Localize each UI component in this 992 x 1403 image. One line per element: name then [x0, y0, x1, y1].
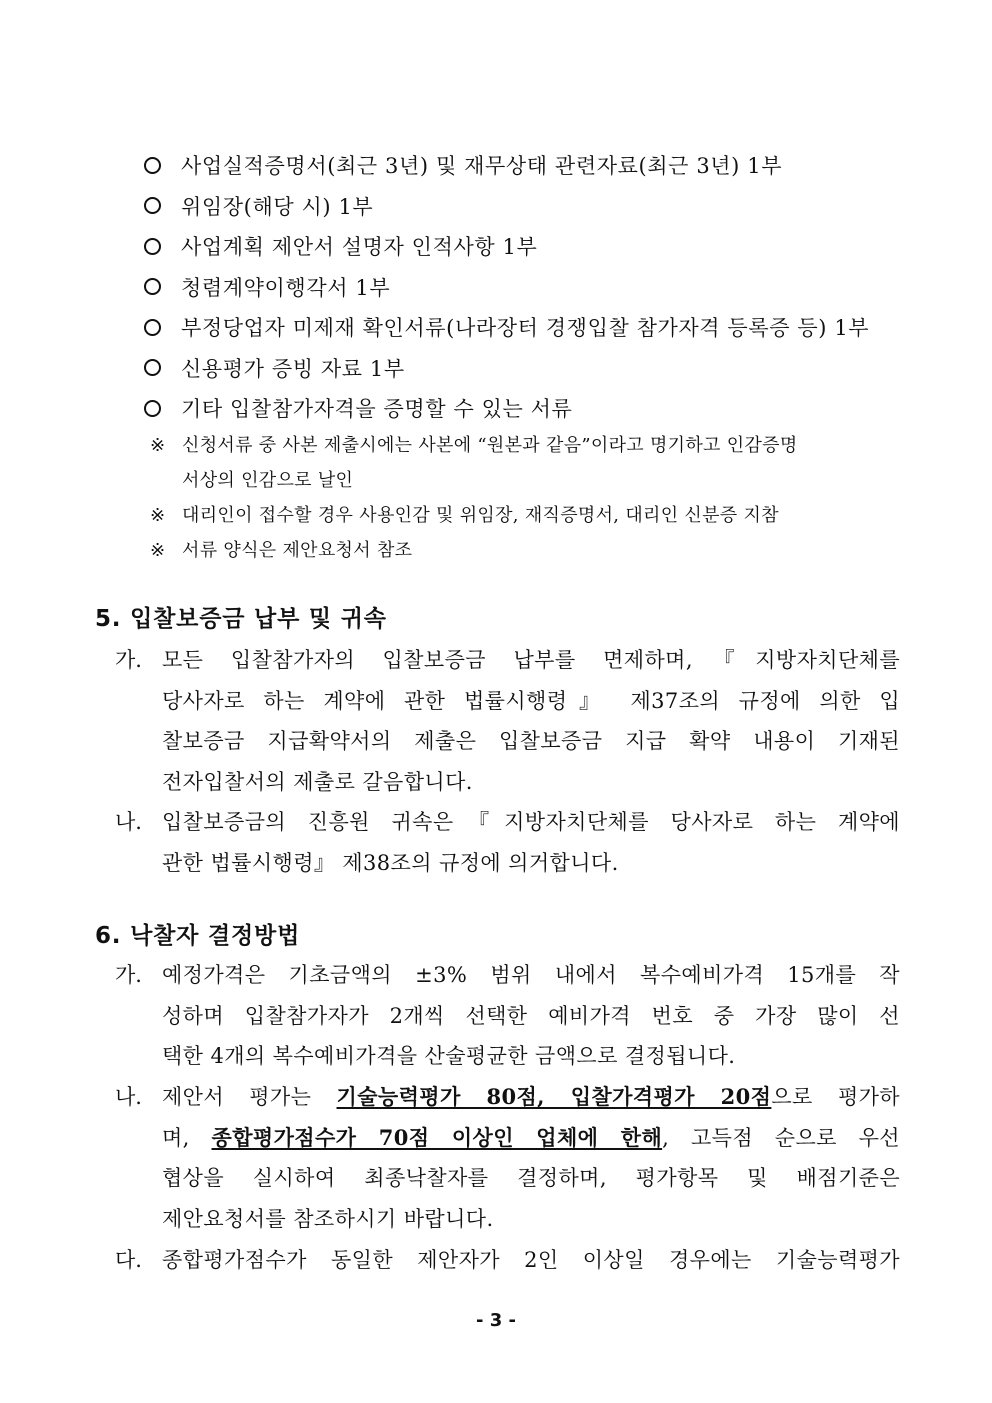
- list-item: 사업계획 제안서 설명자 인적사항 1부: [140, 226, 920, 267]
- circle-bullet-icon: [144, 157, 161, 174]
- paragraph-label: 다.: [115, 1248, 142, 1272]
- circle-bullet-icon: [144, 278, 161, 295]
- circle-bullet-icon: [144, 319, 161, 336]
- list-item: 사업실적증명서(최근 3년) 및 재무상태 관련자료(최근 3년) 1부: [140, 145, 920, 186]
- section-6-paragraph-ga: 가. 예정가격은 기초금액의 ±3% 범위 내에서 복수예비가격 15개를 작 성하며 입찰참가자가 2개씩 선택한 예비가격 번호 중 가장 많이 선 택한 4개의 복수예비가격을 산술평균한 금액으로 결정됩니다.: [115, 955, 900, 1077]
- list-item: 위임장(해당 시) 1부: [140, 186, 920, 227]
- section-5-title: 5. 입찰보증금 납부 및 귀속: [95, 606, 387, 632]
- paragraph-label: 가.: [115, 963, 142, 987]
- circle-bullet-icon: [144, 400, 161, 417]
- list-item: 신용평가 증빙 자료 1부: [140, 348, 920, 389]
- required-documents-list: [140, 145, 920, 429]
- reference-mark-icon: ※: [150, 505, 166, 526]
- section-6-title: 6. 낙찰자 결정방법: [95, 923, 301, 949]
- note-form-reference: ※ 서류 양식은 제안요청서 참조: [150, 533, 910, 568]
- circle-bullet-icon: [144, 238, 161, 255]
- list-item: 부정당업자 미제재 확인서류(나라장터 경쟁입찰 참가자격 등록증 등) 1부: [140, 307, 920, 348]
- note-copy-certification: ※ 신청서류 중 사본 제출시에는 사본에 “원본과 같음”이라고 명기하고 인감증명 서상의 인감으로 날인: [150, 428, 910, 498]
- min-score-emphasis: 종합평가점수가 70점 이상인 업체에 한해: [211, 1124, 663, 1150]
- list-item: 청렴계약이행각서 1부: [140, 267, 920, 308]
- page-number: - 3 -: [476, 1310, 516, 1331]
- circle-bullet-icon: [144, 197, 161, 214]
- score-weights-emphasis: 기술능력평가 80점, 입찰가격평가 20점: [336, 1084, 772, 1109]
- reference-mark-icon: ※: [150, 540, 166, 561]
- paragraph-label: 나.: [115, 1085, 142, 1109]
- section-6-paragraph-da: 다. 종합평가점수가 동일한 제안자가 2인 이상일 경우에는 기술능력평가: [115, 1240, 900, 1281]
- paragraph-label: 나.: [115, 810, 142, 834]
- note-proxy-submission: ※ 대리인이 접수할 경우 사용인감 및 위임장, 재직증명서, 대리인 신분증 지참: [150, 498, 910, 533]
- circle-bullet-icon: [144, 359, 161, 376]
- list-item: 기타 입찰참가자격을 증명할 수 있는 서류: [140, 388, 920, 429]
- section-5-paragraph-ga: 가. 모든 입찰참가자의 입찰보증금 납부를 면제하며,『지방자치단체를 당사자로 하는 계약에 관한 법률시행령』 제37조의 규정에 의한 입 찰보증금 지급확약서의 제출은 입찰보증금 지급 확약 내용이 기재된 전자입찰서의 제출로 갈음합니다.: [115, 640, 900, 802]
- section-5-paragraph-na: 나. 입찰보증금의 진흥원 귀속은『지방자치단체를 당사자로 하는 계약에 관한 법률시행령』 제38조의 규정에 의거합니다.: [115, 802, 900, 883]
- section-6-paragraph-na: 나. 제안서 평가는 기술능력평가 80점, 입찰가격평가 20점으로 평가하 며, 종합평가점수가 70점 이상인 업체에 한해, 고득점 순으로 우선 협상을 실시하여 최종낙찰자를 결정하며, 평가항목 및 배점기준은 제안요청서를 참조하시기 바랍니다.: [115, 1077, 900, 1239]
- paragraph-label: 가.: [115, 648, 142, 672]
- reference-mark-icon: ※: [150, 435, 166, 456]
- notes-block: [150, 428, 910, 568]
